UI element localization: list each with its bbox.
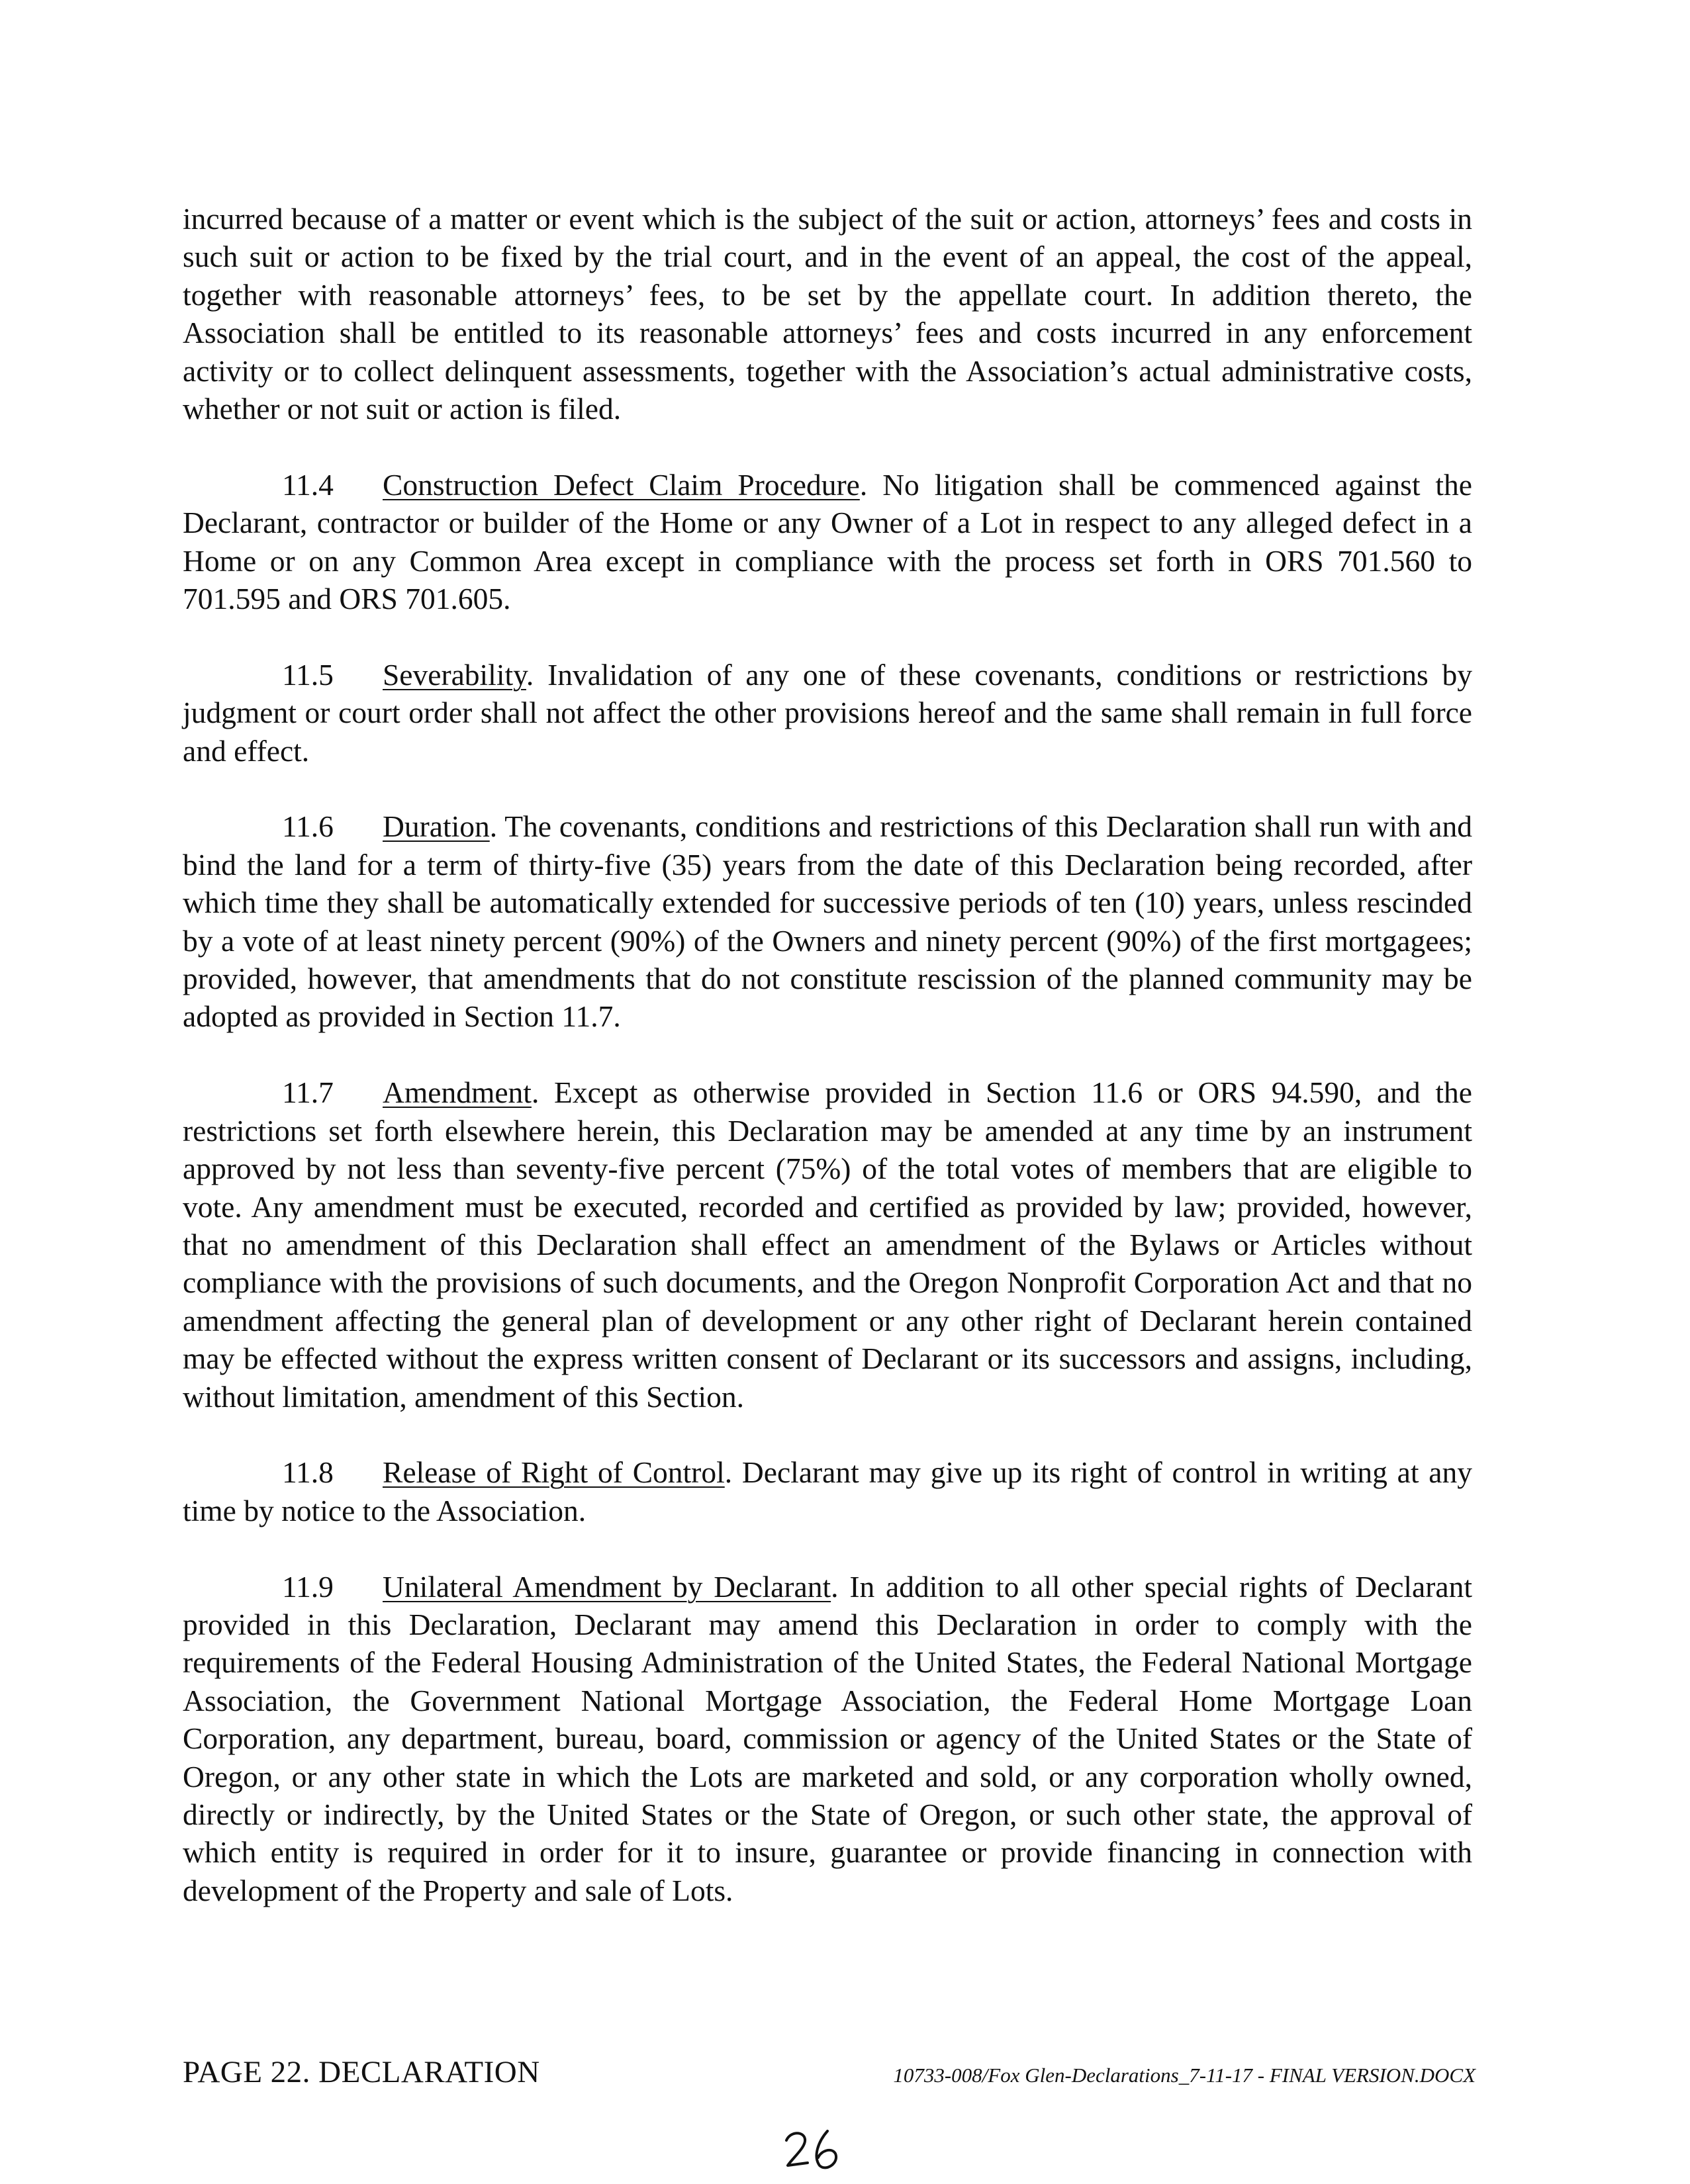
- section-number: 11.4: [282, 467, 334, 502]
- section-11-5: [183, 656, 1472, 770]
- section-text: . In addition to all other special rights of Declarant provided in this Declaration, Declarant may amend this Declaration in order to comply with the requirements of the Federal Housing Administration of the United States, the Federal National Mortgage Association, the Government National Mortgage Association, the Federal Home Mortgage Loan Corporation, any department, bureau, board, commission or agency of the United States or the State of Oregon, or any other state in which the Lots are marketed and sold, or any corporation wholly owned, directly or indirectly, by the United States or the State of Oregon, or such other state, the approval of which entity is required in order for it to insure, guarantee or provide financing in connection with development of the Property and sale of Lots.: [183, 1569, 1472, 1907]
- section-heading: Severability: [383, 657, 526, 692]
- section-heading: Amendment: [383, 1075, 532, 1110]
- section-number: 11.9: [282, 1569, 334, 1604]
- section-number: 11.7: [282, 1075, 334, 1110]
- paragraph-text: incurred because of a matter or event which is the subject of the suit or action, attorneys’ fees and costs in such suit or action to be fixed by the trial court, and in the event of an appeal, the cost of the appeal, together with reasonable attorneys’ fees, to be set by the appellate court. In addition thereto, the Association shall be entitled to its reasonable attorneys’ fees and costs incurred in any enforcement activity or to collect delinquent assessments, together with the Association’s actual administrative costs, whether or not suit or action is filed.: [183, 202, 1472, 426]
- section-number: 11.8: [282, 1455, 334, 1490]
- section-text: . No litigation shall be commenced against the Declarant, contractor or builder of the Home or any Owner of a Lot in respect to any alleged defect in a Home or on any Common Area except in compliance with the process set forth in ORS 701.560 to 701.595 and ORS 701.605.: [183, 467, 1472, 616]
- handwritten-page-number: [781, 2126, 854, 2172]
- section-heading: Construction Defect Claim Procedure: [383, 467, 860, 502]
- section-heading: Unilateral Amendment by Declarant: [383, 1569, 831, 1604]
- section-11-9: [183, 1568, 1472, 1910]
- document-body: [183, 200, 1472, 1948]
- section-11-7: [183, 1073, 1472, 1416]
- section-11-4: [183, 466, 1472, 618]
- section-text: . Declarant may give up its right of control in writing at any time by notice to the Association.: [183, 1455, 1473, 1527]
- paragraph-continuation: [183, 200, 1472, 428]
- section-heading: Release of Right of Control: [383, 1455, 725, 1490]
- section-text: . The covenants, conditions and restrictions of this Declaration shall run with and bind the land for a term of thirty-five (35) years from the date of this Declaration being recorded, after which time they shall be automatically extended for successive periods of ten (10) years, unless rescinded by a vote of at least ninety percent (90%) of the Owners and ninety percent (90%) of the first mortgagees; provided, however, that amendments that do not constitute rescission of the planned community may be adopted as provided in Section 11.7.: [183, 809, 1472, 1034]
- section-heading: Duration: [383, 809, 490, 844]
- section-11-6: [183, 807, 1472, 1035]
- footer-file-reference: 10733-008/Fox Glen-Declarations_7-11-17 - FINAL VERSION.DOCX: [893, 2064, 1476, 2087]
- footer-page-label: PAGE 22. DECLARATION: [183, 2055, 540, 2089]
- section-text: . Except as otherwise provided in Section 11.6 or ORS 94.590, and the restrictions set forth elsewhere herein, this Declaration may be amended at any time by an instrument approved by not less than seventy-five percent (75%) of the total votes of members that are eligible to vote. Any amendment must be executed, recorded and certified as provided by law; provided, however, that no amendment of this Declaration shall effect an amendment of the Bylaws or Articles without compliance with the provisions of such documents, and the Oregon Nonprofit Corporation Act and that no amendment affecting the general plan of development or any other right of Declarant herein contained may be effected without the express written consent of Declarant or its successors and assigns, including, without limitation, amendment of this Section.: [183, 1075, 1472, 1414]
- section-number: 11.6: [282, 809, 334, 844]
- section-text: . Invalidation of any one of these covenants, conditions or restrictions by judgment or court order shall not affect the other provisions hereof and the same shall remain in full force and effect.: [183, 657, 1472, 768]
- section-number: 11.5: [282, 657, 334, 692]
- section-11-8: [183, 1453, 1472, 1529]
